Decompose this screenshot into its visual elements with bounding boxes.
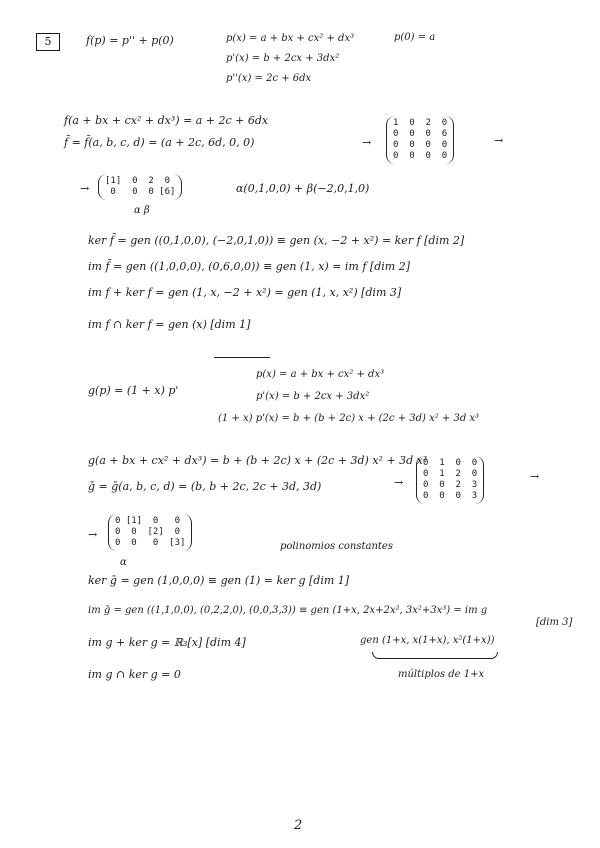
- f-arrow3: →: [80, 182, 90, 195]
- f-arrow2: →: [494, 134, 504, 147]
- underbrace: [372, 652, 498, 659]
- matrix-row: 0 0 [2] 0: [115, 527, 181, 537]
- g-line2: ḡ = ḡ(a, b, c, d) = (b, b + 2c, 2c + 3d, 3d): [88, 480, 322, 493]
- matrix-row: 0 0 0 0: [393, 151, 448, 161]
- f-alpha-beta: α β: [134, 205, 150, 216]
- f-p-prime: p'(x) = b + 2cx + 3dx²: [226, 53, 340, 64]
- matrix-row: 0 1 0 0: [423, 458, 478, 468]
- matrix-row: 0 0 0 [3]: [115, 538, 186, 548]
- f-kernel-combo: α(0,1,0,0) + β(−2,0,1,0): [236, 182, 370, 195]
- g-note-constantes: polinomios constantes: [280, 541, 393, 552]
- f-p-double-prime: p''(x) = 2c + 6dx: [226, 73, 312, 84]
- g-expand: (1 + x) p'(x) = b + (b + 2c) x + (2c + 3d) x² + 3d x³: [218, 413, 480, 424]
- page-number: 2: [294, 818, 303, 833]
- g-p-prime: p'(x) = b + 2cx + 3dx²: [256, 391, 370, 402]
- f-p0: p(0) = a: [394, 32, 436, 43]
- g-multiples-note: múltiplos de 1+x: [398, 669, 485, 680]
- matrix-row: [1] 0 2 0: [105, 176, 171, 186]
- g-definition: g(p) = (1 + x) p': [88, 384, 179, 397]
- g-im-gen: gen (1+x, x(1+x), x²(1+x)): [360, 635, 495, 646]
- f-line2: f̄ = f̄(a, b, c, d) = (a + 2c, 6d, 0, 0): [64, 136, 255, 149]
- f-arrow1: →: [362, 136, 372, 149]
- matrix-row: 0 0 0 0: [393, 140, 448, 150]
- matrix-row: 0 0 0 6: [393, 129, 448, 139]
- f-definition: f(p) = p'' + p(0): [86, 34, 174, 47]
- matrix-row: 1 0 2 0: [393, 118, 448, 128]
- separator-rule: [214, 357, 270, 358]
- g-matrix2: [108, 514, 192, 551]
- f-im-plus-ker: im f + ker f = gen (1, x, −2 + x²) = gen (1, x, x²) [dim 3]: [88, 286, 402, 299]
- f-im-cap-ker: im f ∩ ker f = gen (x) [dim 1]: [88, 318, 251, 331]
- g-ker: ker ḡ = gen (1,0,0,0) ≡ gen (1) = ker g [dim 1]: [88, 574, 350, 587]
- f-line1: f(a + bx + cx² + dx³) = a + 2c + 6dx: [64, 114, 269, 127]
- g-im-dim: [dim 3]: [536, 617, 573, 628]
- matrix-row: 0 0 0 3: [423, 491, 478, 501]
- f-ker: ker f̄ = gen ((0,1,0,0), (−2,0,1,0)) ≡ gen (x, −2 + x²) = ker f [dim 2]: [88, 234, 465, 247]
- f-p: p(x) = a + bx + cx² + dx³: [226, 33, 355, 44]
- g-im: im ḡ = gen ((1,1,0,0), (0,2,2,0), (0,0,3,3)) ≡ gen (1+x, 2x+2x², 3x²+3x³) = im g: [88, 605, 488, 616]
- f-matrix2: [98, 174, 182, 200]
- g-p: p(x) = a + bx + cx² + dx³: [256, 369, 385, 380]
- matrix-row: 0 1 2 0: [423, 469, 478, 479]
- g-arrow2: →: [530, 470, 540, 483]
- g-arrow3: →: [88, 528, 98, 541]
- g-arrow1: →: [394, 476, 404, 489]
- f-im: im f̄ = gen ((1,0,0,0), (0,6,0,0)) ≡ gen (1, x) = im f [dim 2]: [88, 260, 410, 273]
- exercise-number-box: 5: [36, 33, 60, 51]
- g-alpha: α: [120, 557, 127, 568]
- matrix-row: 0 [1] 0 0: [115, 516, 181, 526]
- g-line1: g(a + bx + cx² + dx³) = b + (b + 2c) x + (2c + 3d) x² + 3d x³: [88, 454, 428, 467]
- matrix-row: 0 0 0 [6]: [105, 187, 176, 197]
- matrix-row: 0 0 2 3: [423, 480, 478, 490]
- f-matrix1: [386, 116, 454, 164]
- g-matrix1: [416, 456, 484, 504]
- g-im-cap-ker: im g ∩ ker g = 0: [88, 668, 181, 681]
- g-im-plus-ker: im g + ker g = ℝ₃[x] [dim 4]: [88, 636, 246, 649]
